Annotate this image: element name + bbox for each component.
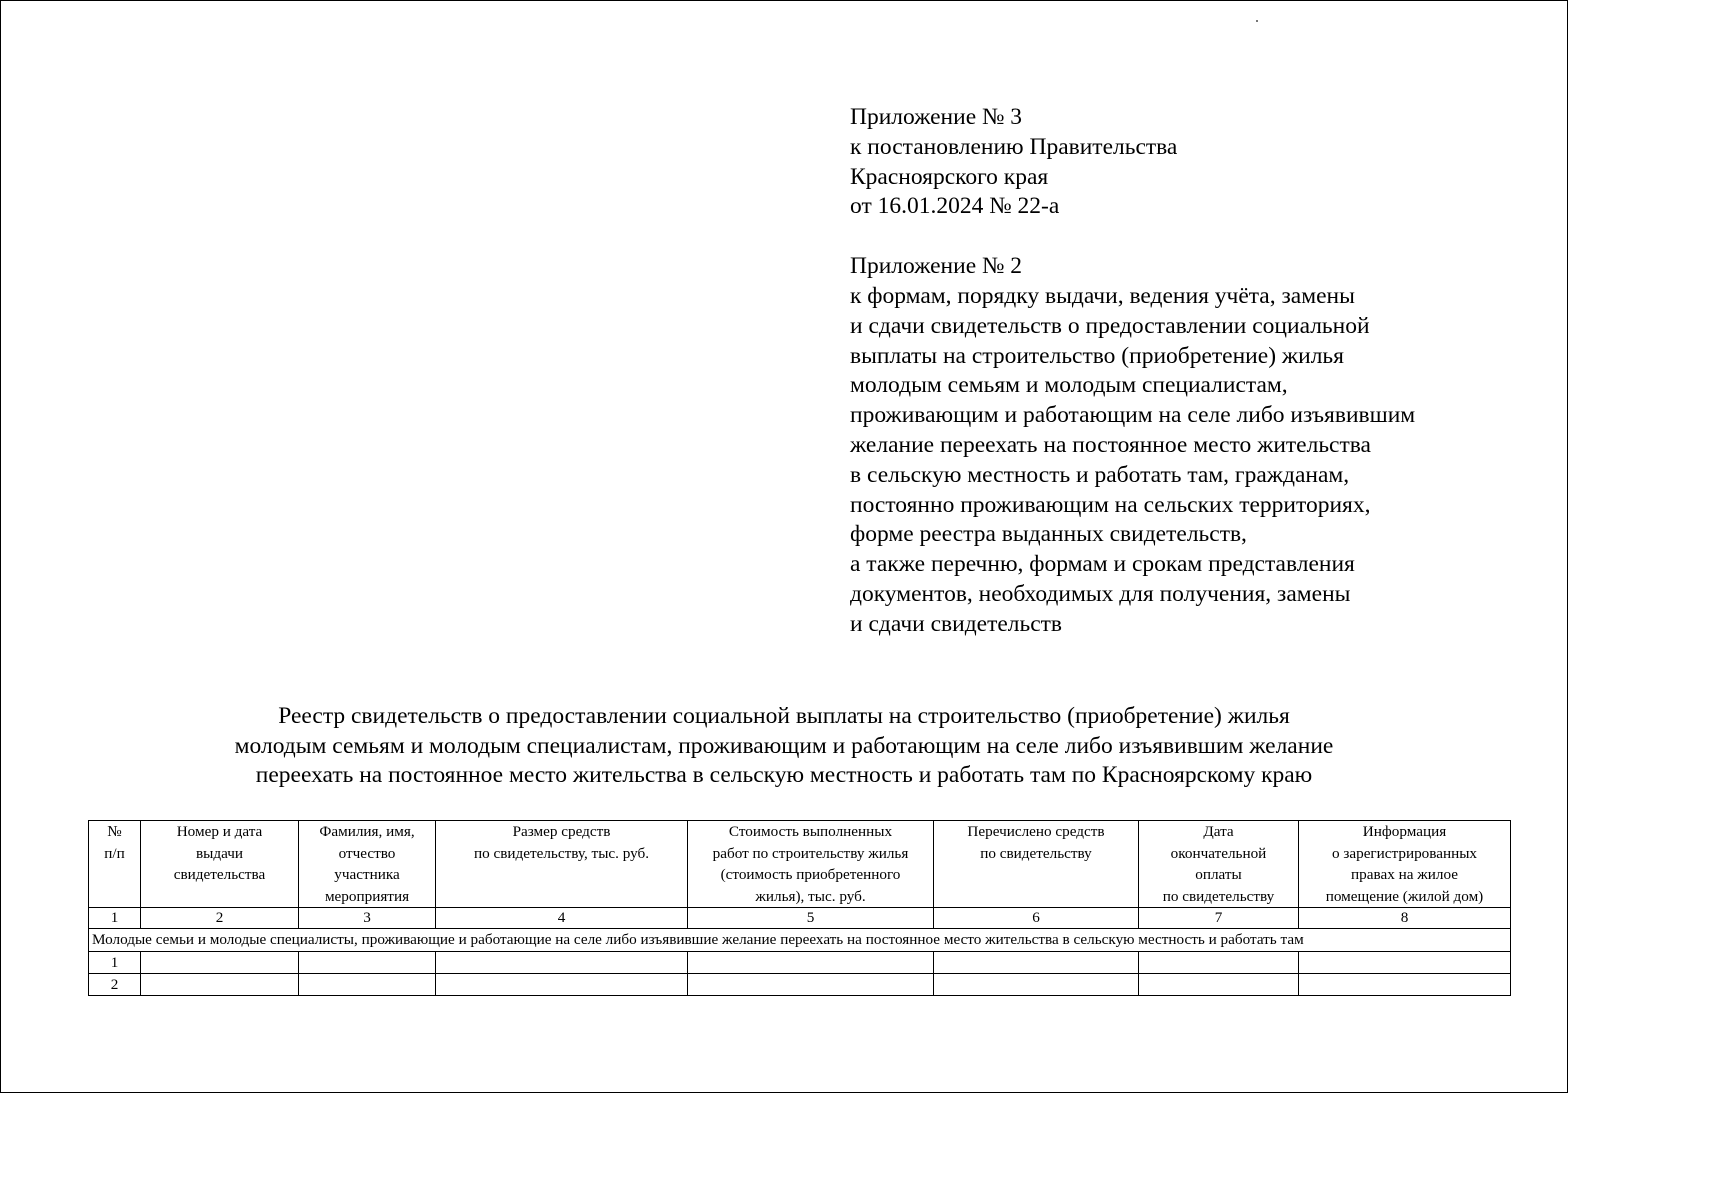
table-cell: 1 <box>89 952 141 974</box>
section-label: Молодые семьи и молодые специалисты, проживающие и работающие на селе либо изъявившие желание переехать на постоянное место жительства в сельскую местность и работать там <box>89 929 1511 952</box>
appendix-3-block <box>850 103 1540 222</box>
column-number: 5 <box>688 908 934 929</box>
column-header <box>1139 821 1299 908</box>
table-cell <box>299 952 436 974</box>
table-cell <box>436 952 688 974</box>
header-line: Стоимость выполненных <box>728 823 893 840</box>
table-cell <box>299 974 436 996</box>
column-header <box>141 821 299 908</box>
title-line: молодым семьям и молодым специалистам, проживающим и работающим на селе либо изъявившим желание <box>234 732 1334 759</box>
header-line: мероприятия <box>324 887 410 905</box>
header-line: жилья), тыс. руб. <box>755 887 866 905</box>
table-cell <box>688 974 934 996</box>
appendix-2-line: желание переехать на постоянное место жительства <box>850 431 1371 458</box>
header-line: работ по строительству жилья <box>712 844 909 862</box>
header-line: Размер средств <box>512 823 611 840</box>
column-header <box>436 821 688 908</box>
header-line: отчество <box>338 844 396 862</box>
header-line: Номер и дата <box>176 823 263 840</box>
column-header <box>89 821 141 908</box>
table-cell <box>1299 952 1511 974</box>
table-cell <box>141 952 299 974</box>
table-cell <box>934 952 1139 974</box>
header-line: о зарегистрированных <box>1331 844 1478 862</box>
table-cell <box>1139 952 1299 974</box>
table-header-row <box>89 821 1511 908</box>
appendix-2-line: молодым семьям и молодым специалистам, <box>850 372 1288 399</box>
appendix-2-block <box>850 252 1540 639</box>
header-line: по свидетельству, тыс. руб. <box>473 844 650 862</box>
header-line: по свидетельству <box>1162 887 1275 905</box>
column-header <box>688 821 934 908</box>
header-line: свидетельства <box>173 866 266 883</box>
column-header <box>934 821 1139 908</box>
column-number: 4 <box>436 908 688 929</box>
header-line: оплаты <box>1195 866 1242 883</box>
header-line: № <box>107 823 122 840</box>
title-line: переехать на постоянное место жительства в сельскую местность и работать там по Красноярскому краю <box>255 762 1313 788</box>
table-cell <box>436 974 688 996</box>
header-line: Информация <box>1362 823 1447 840</box>
column-header <box>1299 821 1511 908</box>
header-line: п/п <box>104 844 125 862</box>
table-cell <box>934 974 1139 996</box>
scan-speck <box>1256 20 1258 22</box>
table-cell: 2 <box>89 974 141 996</box>
document-header <box>850 103 1540 640</box>
appendix-3-line: Красноярского края <box>850 163 1049 190</box>
header-line: Перечислено средств <box>967 823 1105 840</box>
appendix-2-line: и сдачи свидетельств <box>850 610 1063 637</box>
header-line: участника <box>334 866 400 883</box>
appendix-2-line: а также перечню, формам и срокам представления <box>850 551 1355 578</box>
column-number: 6 <box>934 908 1139 929</box>
column-number: 8 <box>1299 908 1511 929</box>
title-line: Реестр свидетельств о предоставлении социальной выплаты на строительство (приобретение) жилья <box>278 703 1290 729</box>
appendix-2-line: выплаты на строительство (приобретение) жилья <box>850 342 1344 369</box>
column-header <box>299 821 436 908</box>
header-line: по свидетельству <box>980 844 1092 862</box>
table-cell <box>141 974 299 996</box>
appendix-2-line: форме реестра выданных свидетельств, <box>850 521 1247 548</box>
appendix-3-line: Приложение № 3 <box>850 104 1023 130</box>
appendix-2-line: документов, необходимых для получения, замены <box>850 580 1351 607</box>
table-row <box>89 974 1511 996</box>
column-number: 7 <box>1139 908 1299 929</box>
header-line: Фамилия, имя, <box>319 823 415 840</box>
header-line: правах на жилое <box>1351 866 1458 883</box>
table-row <box>89 952 1511 974</box>
appendix-2-line: проживающим и работающим на селе либо изъявившим <box>850 402 1416 429</box>
header-line: выдачи <box>195 844 243 862</box>
header-gap <box>850 222 1540 252</box>
column-number-row <box>89 908 1511 929</box>
registry-title <box>60 702 1508 791</box>
appendix-2-line: и сдачи свидетельств о предоставлении социальной <box>850 312 1370 339</box>
appendix-2-line: к формам, порядку выдачи, ведения учёта, замены <box>850 282 1355 309</box>
header-line: Дата <box>1203 823 1234 840</box>
table-cell <box>1139 974 1299 996</box>
appendix-2-line: Приложение № 2 <box>850 253 1023 280</box>
appendix-3-line: к постановлению Правительства <box>850 133 1178 160</box>
registry-table <box>88 820 1511 996</box>
appendix-3-line: от 16.01.2024 № 22-а <box>850 193 1060 220</box>
table-cell <box>688 952 934 974</box>
table-cell <box>1299 974 1511 996</box>
header-line: помещение (жилой дом) <box>1325 887 1484 905</box>
column-number: 2 <box>141 908 299 929</box>
appendix-2-line: постоянно проживающим на сельских территориях, <box>850 491 1371 518</box>
header-line: окончательной <box>1170 844 1267 862</box>
appendix-2-line: в сельскую местность и работать там, гражданам, <box>850 461 1350 488</box>
header-line: (стоимость приобретенного <box>720 866 901 883</box>
column-number: 1 <box>89 908 141 929</box>
section-row <box>89 929 1511 952</box>
column-number: 3 <box>299 908 436 929</box>
